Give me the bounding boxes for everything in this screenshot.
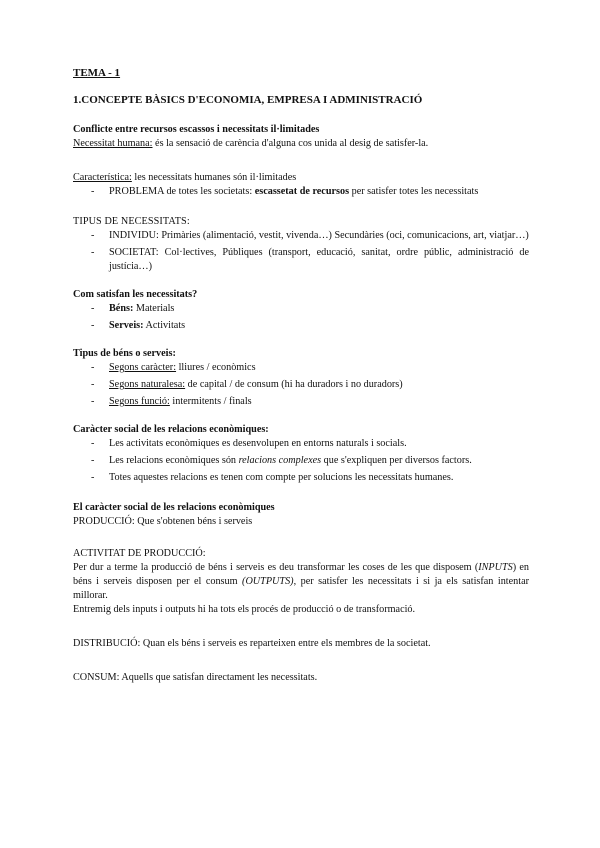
caracter-social-list [73,437,529,485]
section-el-caracter [73,501,529,529]
problema-bold: escassetat de recursos [254,186,350,197]
activitat-paragraph-2: Entremig dels inputs i outputs hi ha tots els procés de producció o de transformació. [73,604,416,615]
tipus-bens-list [73,361,529,409]
section-tipus-bens [73,347,529,409]
list-item [73,454,529,468]
tipus-necessitats-title: TIPUS DE NECESSITATS: [73,216,190,227]
outputs-term: (OUTPUTS) [242,576,294,587]
tipus-bens-title: Tipus de béns o serveis: [73,348,176,359]
el-caracter-title: El caràcter social de les relacions econòmiques [73,502,275,513]
tipus-necessitats-list [73,229,529,274]
section-distribucio [73,637,529,651]
list-item: - Les activitats econòmiques es desenvolupen en entorns naturals i socials. [73,437,529,451]
bens-text: Materials [133,303,175,314]
caracter-social-title: Caràcter social de les relacions econòmiques: [73,424,269,435]
document-page [73,66,529,699]
section-caracter-social [73,423,529,485]
list-item [73,395,529,409]
distribucio-line: DISTRIBUCIÓ: Quan els béns i serveis es reparteixen entre els membres de la societat. [73,638,431,649]
serveis-text: Activitats [143,320,186,331]
necessitat-text: és la sensació de carència d'alguna cos unida al desig de satisfer-la. [152,138,429,149]
serveis-label: Serveis: [109,320,144,331]
conflicte-title: Conflicte entre recursos escassos i necessitats il·limitades [73,124,320,135]
funcio-text: intermitents / finals [169,396,252,407]
caracter-label: Segons caràcter: [109,362,177,373]
section-caracteristica [73,171,529,199]
activitat-p1-a: Per dur a terme la producció de béns i serveis es deu transformar les coses de les que disposem ( [73,562,479,573]
consum-line: CONSUM: Aquells que satisfan directament les necessitats. [73,672,318,683]
necessitat-label: Necessitat humana: [73,138,153,149]
section-tipus-necessitats [73,215,529,274]
caracter-text: lliures / econòmics [176,362,256,373]
list-item: - SOCIETAT: Col·lectives, Públiques (transport, educació, sanitat, ordre públic, administració de justícia…) [73,246,529,274]
produccio-line: PRODUCCIÓ: Que s'obtenen béns i serveis [73,516,253,527]
activitat-p1-c: , per satisfer les necessitats i si ja els satisfan intentar millorar. [73,576,529,601]
list-item: - INDIVIDU: Primàries (alimentació, vestit, vivenda…) Secundàries (oci, comunicacions, art, viatjar…) [73,229,529,243]
caracteristica-list [73,185,529,199]
list-item [73,185,529,199]
activitat-title: ACTIVITAT DE PRODUCCIÓ: [73,548,206,559]
list-item [73,302,529,316]
section-activitat [73,547,529,617]
relacions-italic: relacions complexes [238,455,322,466]
problema-post: per satisfer totes les necessitats [349,186,479,197]
doc-heading: 1.CONCEPTE BÀSICS D'ECONOMIA, EMPRESA I ADMINISTRACIÓ [73,94,423,106]
problema-pre: PROBLEMA de totes les societats: [109,186,255,197]
activitat-paragraph [73,561,529,603]
list-item: - Totes aquestes relacions es tenen com compte per solucions les necessitats humanes. [73,471,529,485]
caracteristica-label: Característica: [73,172,132,183]
com-satisfan-list [73,302,529,333]
relacions-pre: Les relacions econòmiques són [109,455,239,466]
naturalesa-text: de capital / de consum (hi ha duradors i no duradors) [185,379,403,390]
list-item [73,378,529,392]
funcio-label: Segons funció: [109,396,170,407]
list-item [73,361,529,375]
necessitat-definition [73,137,529,151]
bens-label: Béns: [109,303,134,314]
activitat-p1-b: ) en béns i serveis disposen per el consum [73,562,529,587]
inputs-term: INPUTS [478,562,513,573]
section-consum [73,671,529,685]
naturalesa-label: Segons naturalesa: [109,379,186,390]
relacions-post: que s'expliquen per diversos factors. [321,455,472,466]
list-item [73,319,529,333]
caracteristica-text: les necessitats humanes són il·limitades [131,172,297,183]
com-satisfan-title: Com satisfan les necessitats? [73,289,198,300]
doc-title: TEMA - 1 [73,67,121,79]
caracteristica-line [73,171,529,185]
section-conflicte [73,123,529,151]
section-com-satisfan [73,288,529,333]
